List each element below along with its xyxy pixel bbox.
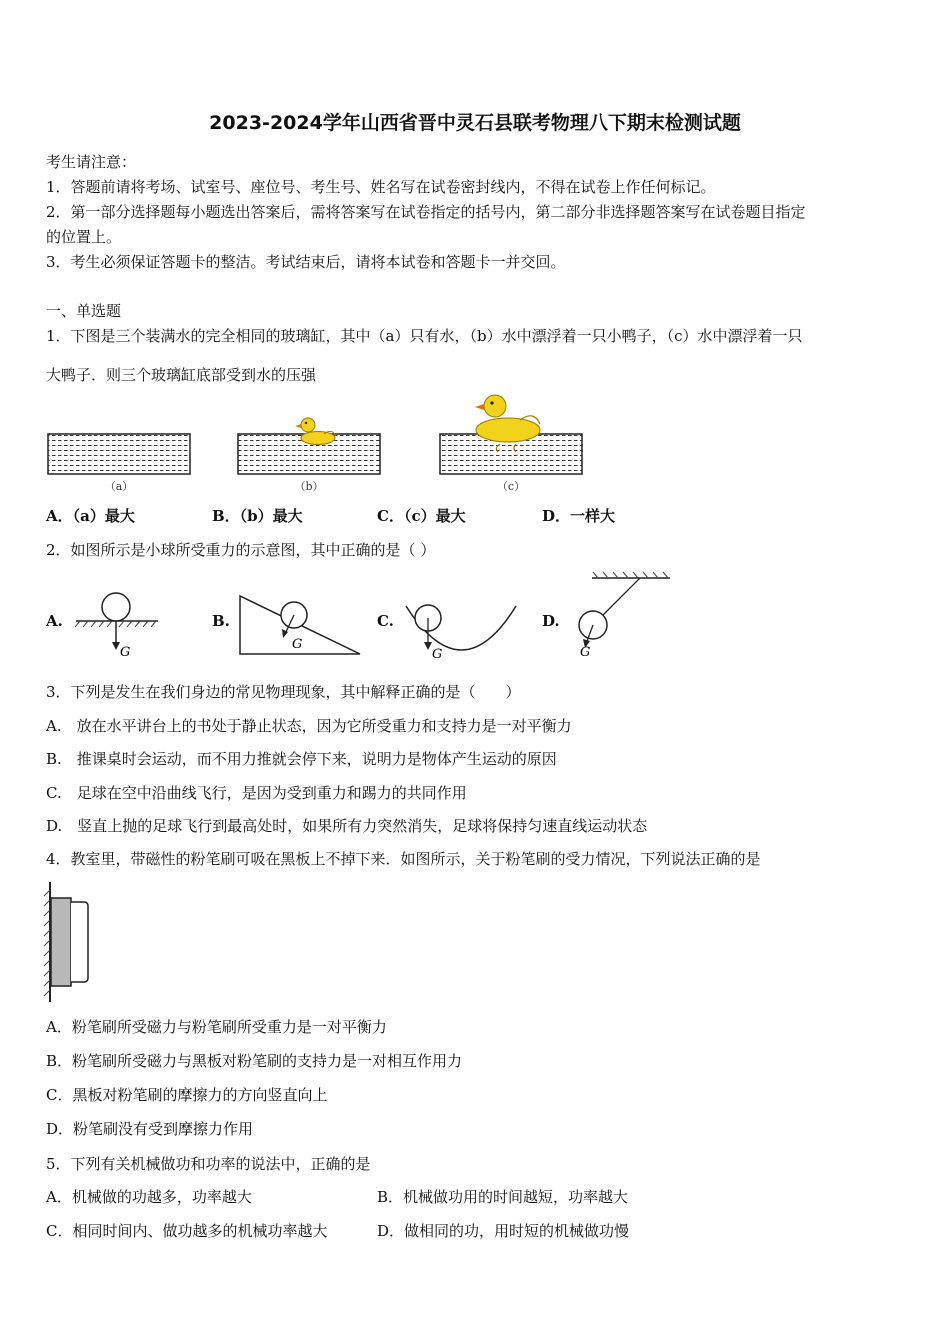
- q2-figure-b: [238, 590, 366, 658]
- tank-c: [440, 395, 582, 474]
- q4-stem: 4．教室里，带磁性的粉笔刷可吸在黑板上不掉下来．如图所示，关于粉笔刷的受力情况，下列说法正确的是: [46, 850, 761, 868]
- q4-brush-figure: [40, 880, 100, 1004]
- q1-tanks-figure: [40, 388, 600, 498]
- q3-option-c[interactable]: C. 足球在空中沿曲线飞行，是因为受到重力和踢力的共同作用: [46, 784, 467, 802]
- force-label-d: G: [580, 645, 591, 660]
- tank-a-caption: （a）: [104, 480, 134, 493]
- force-label-b: G: [292, 637, 303, 652]
- force-label-c: G: [432, 647, 443, 662]
- q5-option-c[interactable]: C．相同时间内、做功越多的机械功率越大: [46, 1222, 328, 1240]
- q5-option-d[interactable]: D．做相同的功，用时短的机械做功慢: [377, 1222, 630, 1240]
- page-title: 2023-2024学年山西省晋中灵石县联考物理八下期末检测试题: [209, 112, 741, 134]
- notice-item: 的位置上。: [46, 228, 122, 246]
- q4-option-b[interactable]: B．粉笔刷所受磁力与黑板对粉笔刷的支持力是一对相互作用力: [46, 1052, 463, 1070]
- tank-b-caption: （b）: [294, 480, 324, 493]
- q2-figure-a: [74, 588, 164, 662]
- q2-figure-c: [402, 594, 522, 660]
- q2-option-a[interactable]: A.: [46, 612, 63, 630]
- tank-b: [238, 418, 380, 474]
- q4-option-d[interactable]: D．粉笔刷没有受到摩擦力作用: [46, 1120, 254, 1138]
- notice-heading: 考生请注意：: [46, 153, 137, 171]
- q3-option-d[interactable]: D. 竖直上抛的足球飞行到最高处时，如果所有力突然消失，足球将保持匀速直线运动状态: [46, 817, 648, 835]
- section-heading: 一、单选题: [46, 302, 122, 320]
- q1-option-b[interactable]: B．（b）最大: [212, 507, 303, 525]
- q1-option-d[interactable]: D．一样大: [542, 507, 616, 525]
- brush-body: [51, 898, 71, 986]
- q5-option-b[interactable]: B．机械做功用的时间越短，功率越大: [377, 1188, 629, 1206]
- q3-stem: 3．下列是发生在我们身边的常见物理现象，其中解释正确的是（ ）: [46, 683, 521, 701]
- tank-c-caption: （c）: [496, 480, 526, 493]
- force-label-a: G: [120, 645, 131, 660]
- q2-option-c[interactable]: C.: [377, 612, 394, 630]
- tank-a: [48, 434, 190, 474]
- q1-stem: 大鸭子．则三个玻璃缸底部受到水的压强: [46, 366, 317, 384]
- notice-item: 1．答题前请将考场、试室号、座位号、考生号、姓名写在试卷密封线内，不得在试卷上作任何标记。: [46, 178, 716, 196]
- q1-option-c[interactable]: C．（c）最大: [377, 507, 466, 525]
- notice-item: 2．第一部分选择题每小题选出答案后，需将答案写在试卷指定的括号内，第二部分非选择题答案写在试卷题目指定: [46, 203, 806, 221]
- q1-option-a[interactable]: A．（a）最大: [46, 507, 135, 525]
- q1-stem: 1．下图是三个装满水的完全相同的玻璃缸，其中（a）只有水，（b）水中漂浮着一只小鸭子，（c）水中漂浮着一只: [46, 327, 803, 345]
- q2-figure-d: [566, 572, 676, 662]
- notice-item: 3．考生必须保证答题卡的整洁。考试结束后，请将本试卷和答题卡一并交回。: [46, 253, 566, 271]
- q2-option-b[interactable]: B.: [212, 612, 230, 630]
- q5-option-a[interactable]: A．机械做的功越多，功率越大: [46, 1188, 252, 1206]
- q2-stem: 2．如图所示是小球所受重力的示意图，其中正确的是（ ）: [46, 541, 436, 559]
- q2-option-d[interactable]: D.: [542, 612, 560, 630]
- q3-option-a[interactable]: A. 放在水平讲台上的书处于静止状态，因为它所受重力和支持力是一对平衡力: [46, 717, 572, 735]
- brush-handle: [71, 902, 88, 982]
- q4-option-c[interactable]: C．黑板对粉笔刷的摩擦力的方向竖直向上: [46, 1086, 328, 1104]
- q3-option-b[interactable]: B. 推课桌时会运动，而不用力推就会停下来，说明力是物体产生运动的原因: [46, 750, 557, 768]
- q4-option-a[interactable]: A．粉笔刷所受磁力与粉笔刷所受重力是一对平衡力: [46, 1018, 387, 1036]
- q5-stem: 5．下列有关机械做功和功率的说法中，正确的是: [46, 1155, 371, 1173]
